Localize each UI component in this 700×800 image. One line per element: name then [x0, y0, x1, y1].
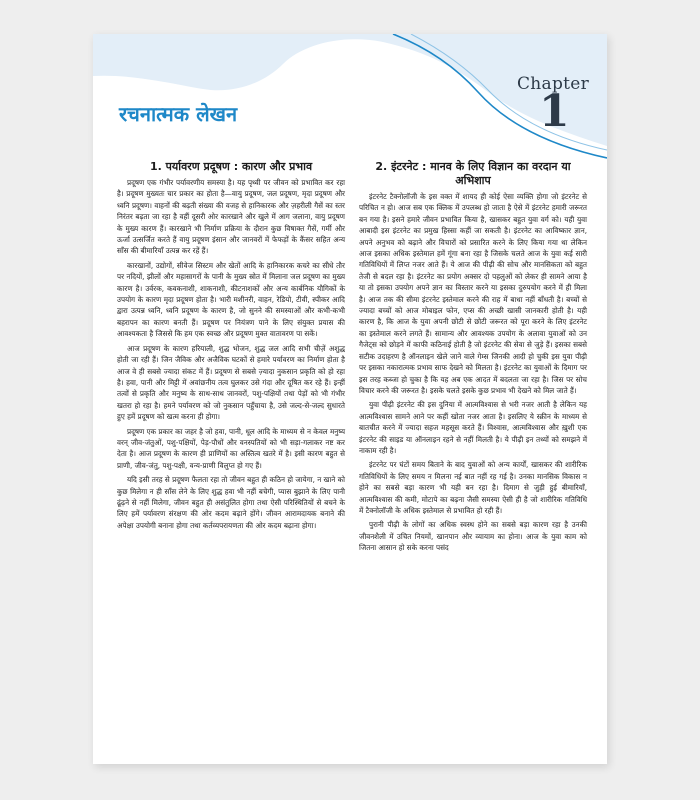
article-title: 2. इंटरनेट : मानव के लिए विज्ञान का वरदान या अभिशाप — [375, 160, 571, 187]
chapter-label: Chapter — [517, 74, 590, 94]
article-paragraph: यदि इसी तरह से प्रदूषण फैलता रहा तो जीवन बहुत ही कठिन हो जायेगा, न खाने को कुछ मिलेगा न ही साँस लेने के लिए शुद्ध हवा भी नहीं बचेगी, प्यास बुझाने के लिए पानी ढूंढ़ने से नहीं मिलेगा, जीवन बहुत ही असंतुलित होगा तथा ऐसी परिस्थितियों से बचने के लिए हमें पर्यावरण संरक्षण की ओर कदम बढ़ाने होंगे। जीवन आरामदायक बनाने की अपेक्षा उपयोगी बनाना होगा तथा कर्तव्यपरायणता की ओर कदम बढ़ाना होगा। — [117, 475, 345, 530]
article-paragraph: कारखानों, उद्योगों, सीवेज सिस्टम और खेतों आदि के हानिकारक कचरे का सीधे तौर पर नदियों, झीलों और महासागरों के पानी के मुख्य स्रोत में मिलाना जल प्रदूषण का मुख्य कारण है। उर्वरक, कवकनाशी, शाकनाशी, कीटनाशकों और अन्य कार्बनिक यौगिकों के उपयोग के कारण मृदा प्रदूषण होता है। भारी मशीनरी, वाहन, रेडियो, टीवी, स्पीकर आदि द्वारा उत्पन्न ध्वनि, ध्वनि प्रदूषण के कारण है, जो सुनने की समस्याओं और कभी-कभी बहरापन का कारण बनती हैं। प्रदूषण पर नियंत्रण पाने के लिए संयुक्त प्रयास की आवश्यकता है जिससे कि हम एक स्वच्छ और प्रदूषण मुक्त वातावरण पा सकें। — [117, 260, 345, 339]
article-paragraph: इंटरनेट पर घंटों समय बिताने के बाद युवाओं को अन्य कार्यों, खासकर की शारीरिक गतिविधियों के लिए समय न मिलना नई बात नहीं रह गई है। उनका मानसिक विकास न होने का सबसे बड़ा कारण भी यही बन रहा है। दिमाग से जुड़ी हुई बीमारियाँ, आत्मविश्वास की कमी, मोटापे का बढ़ना जैसी समस्या ऐसी ही है जो शारीरिक गतिविधि में टैक्नोलॉजी के अधिक इस्तेमाल से प्रभावित हो रही हैं। — [359, 460, 587, 515]
article-paragraph: प्रदूषण एक गंभीर पर्यावरणीय समस्या है। यह पृथ्वी पर जीवन को प्रभावित कर रहा है। प्रदूषण मुख्यतः चार प्रकार का होता है—वायु प्रदूषण, जल प्रदूषण, मृदा प्रदूषण और ध्वनि प्रदूषण। वाहनों की बढ़ती संख्या की वजह से हानिकारक और ज़हरीली गैसें का स्तर निरंतर बढ़ता जा रहा है वहीं दूसरी ओर कारखाने और खुले में आग जलाना, वायु प्रदूषण के मुख्य कारण हैं। कारखाने भी निर्माण प्रक्रिया के दौरान कुछ विषाक्त गैसें, गर्मी और ऊर्जा उत्सर्जित करते हैं वायु प्रदूषण इंसान और जानवरों में फेफड़ों के कैंसर सहित अन्य साँस की बीमारियाँ उत्पन्न कर रहें हैं। — [117, 178, 345, 256]
section-title: रचनात्मक लेखन — [119, 102, 238, 126]
chapter-number: 1 — [539, 86, 570, 137]
article-paragraph: प्रदूषण एक प्रकार का जहर है जो हवा, पानी, धूल आदि के माध्यम से न केवल मनुष्य वरन् जीव-जंतुओं, पशु-पक्षियों, पेड़-पौधों और वनस्पतियों को भी सड़ा-गलाकर नष्ट कर देता है। आज प्रदूषण के कारण ही प्राणियों का अस्तित्व खतरे में है। इसी कारण बहुत से प्राणी, जीव-जंतु, पशु-पक्षी, वन्य-प्राणी विलुप्त हो गए हैं। — [117, 426, 345, 470]
article-column-right — [359, 160, 587, 557]
article-paragraph: पुरानी पीढ़ी के लोगों का अधिक स्वस्थ होने का सबसे बड़ा कारण रहा है उनकी जीवनशैली में उचित नियमों, खानपान और व्यायाम का होना। आज के युवा काम को जितना आसान हो सके करना पसंद — [359, 520, 587, 553]
article-column-left — [117, 160, 345, 534]
decorative-wave-header — [93, 34, 607, 164]
book-page — [93, 34, 607, 764]
article-title: 1. पर्यावरण प्रदूषण : कारण और प्रभाव — [149, 160, 313, 173]
article-paragraph: युवा पीढ़ी इंटरनेट की इस दुनिया में आत्मविश्वास से भरी नजर आती है लेकिन यह आत्मविश्वास सामने आने पर कहीं खोता नजर आता है। इसलिए ये स्क्रीन के माध्यम से बातचीत करने में ज्यादा सहज महसूस करते हैं। विश्वास, आत्मविश्वास और ख़ुशी एक इंटरनेट की साइड या ऑनलाइन रहने से नहीं मिलती है। ये पीढ़ी इन तथ्यों को समझने में नाकाम रही है। — [359, 400, 587, 455]
article-paragraph: इंटरनेट टैक्नोलॉजी के इस वक्त में शायद ही कोई ऐसा व्यक्ति होगा जो इंटरनेट से परिचित न हो। आज सब एक क्लिक में उपलब्ध हो जाता है ऐसे में इंटरनेट हमारी जरूरत बन गया है। इसने हमारे जीवन प्रभावित किया है, खासकर बहुत युवा वर्ग को। यही युवा आबादी इस इंटरनेट का प्रमुख हिस्सा कहीं जा सकती है। इंटरनेट का आविष्कार ज्ञान, अपने अनुभव को बढ़ाने और विचारों को प्रसारित करने के लिए किया गया था लेकिन आज इसका अधिक इस्तेमाल हमें गूंगा बना रहा है जिसके चलते आज के युवा कई सारी गतिविधियों में लिप्त नजर आते हैं। ये आज की पीढ़ी की सोच और मानसिकता को बहुत तेजी से बदल रहा है। इंटरनेट का प्रयोग अक्सर दो पहलुओं को लेकर ही सामने आया है या तो इसका उपयोग अपने ज्ञान का विस्तार करने या इसका दुरुपयोग करने में ही मिला है। आज तक की सीमा इंटरनेट इस्तेमाल करने की राह में बाधा नहीं बाँधती है। बच्चों से ज्यादा बच्चों को आज मोबाइल फोन, एप्स की अच्छी खासी जानकारी होती है। यही कारण है, कि आज के युवा अपनी छोटी से छोटी जरूरत को पूरा करने के लिए इंटरनेट का इस्तेमाल करने लगते हैं। सामान्य और आवश्यक उपयोग के अलावा युवाओं को उन गैजेट्स को छोड़ने में काफी कठिनाई होती है जो इंटरनेट की सेवा से जुड़े हैं। इसका सबसे सटीक उदाहरण है ऑनलाइन खेले जाने वाले गेम्स जिनकी आदी हो चुकी इस युवा पीढ़ी पर इसका नकारात्मक प्रभाव साफ देखने को मिलता है। इंटरनेट का युवाओं के दिमाग पर इस तरह कब्जा हो चुका है कि यह अब एक आदत में बदलता जा रहा है। जिस पर सोच विचार करने की जरूरत है। इसके चलते इसके कुछ प्रभाव भी देखने को मिल जाते हैं। — [359, 192, 587, 395]
article-paragraph: आज प्रदूषण के कारण हरियाली, शुद्ध भोजन, शुद्ध जल आदि सभी चीज़ें अशुद्ध होती जा रही हैं। जिन जैविक और अजैविक घटकों से हमारे पर्यावरण का निर्माण होता है आज वे ही सबसे ज्यादा संकट में हैं। प्रदूषण से सबसे ज़्यादा नुकसान प्रकृति को हो रहा है। हवा, पानी और मिट्टी में अवांछनीय तत्व घुलकर उसे गंदा और दूषित कर रहे हैं। इन्हीं तत्वों से प्रकृति और मनुष्य के साथ-साथ जानवरों, पशु-पक्षियों तथा पेड़ों को भी गंभीर खतरा हो रहा है। हमने पर्यावरण को जो नुकसान पहुँचाया है, उसे जल्द-से-जल्द सुधारते हुए हमें प्रदूषण को खत्म करना ही होगा। — [117, 343, 345, 422]
